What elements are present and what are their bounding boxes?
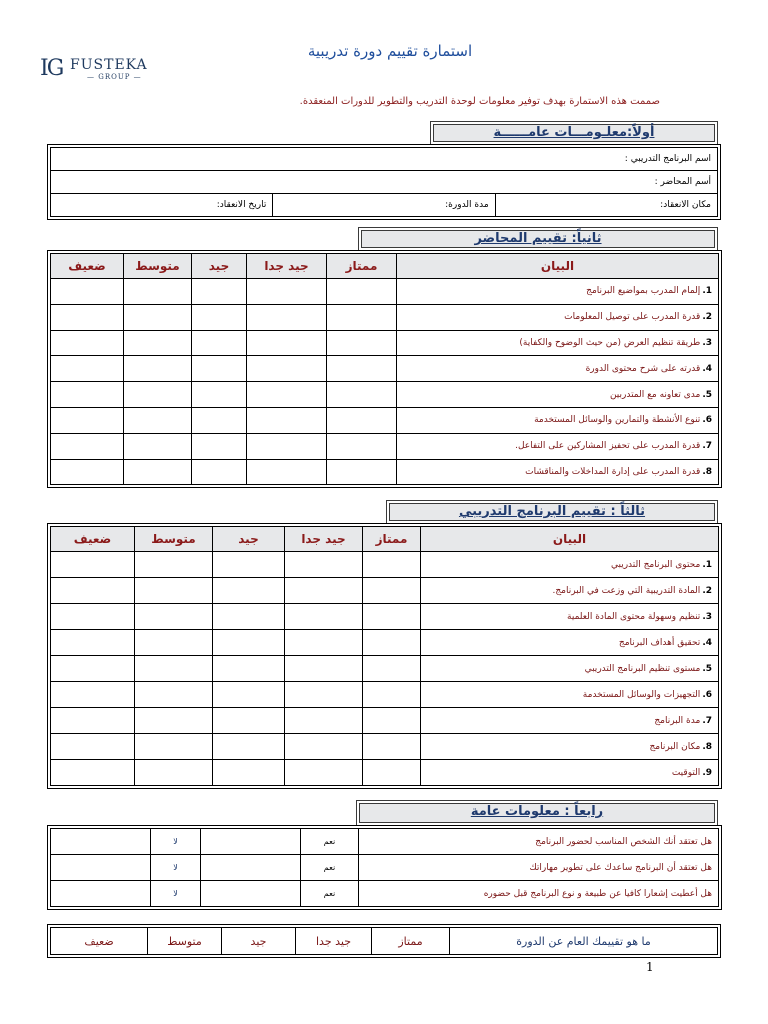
row-text: تنوع الأنشطة والتمارين والوسائل المستخدمة [534,415,701,426]
row-text: مستوى تنظيم البرنامج التدريبي [584,663,701,674]
rating-cell[interactable] [192,279,247,305]
question-row [51,881,719,907]
rating-cell[interactable] [192,330,247,356]
rating-cell[interactable] [213,552,285,578]
rating-cell[interactable] [51,433,124,459]
col-weak: ضعيف [51,527,135,552]
rating-cell[interactable] [363,552,421,578]
row-statement [421,708,719,734]
row-text: مدة البرنامج [654,715,701,726]
rating-cell[interactable] [192,407,247,433]
rating-cell[interactable] [51,682,135,708]
rating-cell[interactable] [285,578,363,604]
table-row [51,708,719,734]
date-field[interactable]: تاريخ الانعقاد: [51,194,273,217]
no-answer-cell[interactable] [51,829,151,855]
rating-cell[interactable] [124,407,192,433]
rating-cell[interactable] [247,459,327,485]
rating-cell[interactable] [51,656,135,682]
row-text: تنظيم وسهولة محتوى المادة العلمية [567,611,701,622]
rating-cell[interactable] [135,656,213,682]
rating-cell[interactable] [363,604,421,630]
table-row [51,459,719,485]
rating-cell[interactable] [135,682,213,708]
row-statement [421,578,719,604]
row-statement [421,630,719,656]
no-label: لا [151,881,201,907]
rating-cell[interactable] [213,604,285,630]
row-text: قدرة المدرب على توصيل المعلومات [564,312,701,323]
rating-cell[interactable] [363,708,421,734]
table-row [51,760,719,786]
rating-cell[interactable] [327,407,397,433]
rating-cell[interactable] [51,304,124,330]
rating-cell[interactable] [285,630,363,656]
rating-cell[interactable] [363,682,421,708]
rating-cell[interactable] [363,734,421,760]
overall-question: ما هو تقييمك العام عن الدورة [450,928,718,955]
row-number: 7. [702,441,712,452]
yes-label: نعم [301,881,359,907]
yes-answer-cell[interactable] [201,829,301,855]
table-row [51,604,719,630]
rating-cell[interactable] [192,433,247,459]
row-text: تحقيق أهداف البرنامج [618,637,701,648]
rating-cell[interactable] [51,382,124,408]
row-number: 4. [702,363,712,374]
page-title: استمارة تقييم دورة تدريبية [307,42,473,60]
rating-cell[interactable] [285,604,363,630]
section2-heading: ثانياً: تقييم المحاضر [358,227,718,251]
rating-cell[interactable] [51,552,135,578]
table-row [51,279,719,305]
no-label: لا [151,855,201,881]
row-number: 4. [702,637,712,648]
col-good: جيد [192,254,247,279]
program-evaluation-table [50,526,719,786]
row-statement [421,682,719,708]
question-row [51,855,719,881]
rating-cell[interactable] [51,760,135,786]
row-number: 6. [702,415,712,426]
trainer-evaluation-table [50,253,719,485]
row-number: 8. [702,741,712,752]
question-text: هل أعطيت إشعارا كافيا عن طبيعة و نوع البرنامج قبل حضوره [359,881,719,907]
row-text: التوقيت [671,767,701,778]
row-text: إلمام المدرب بمواضيع البرنامج [586,286,701,297]
rating-cell[interactable] [247,433,327,459]
question-text: هل تعتقد أنك الشخص المناسب لحضور البرنامج [359,829,719,855]
table-row [51,407,719,433]
rating-cell[interactable] [192,356,247,382]
rating-cell[interactable] [327,382,397,408]
rating-cell[interactable] [363,760,421,786]
col-weak: ضعيف [51,254,124,279]
row-statement [397,459,719,485]
row-number: 2. [702,312,712,323]
table-row [51,433,719,459]
rating-cell[interactable] [124,459,192,485]
rating-cell[interactable] [327,356,397,382]
rating-cell[interactable] [327,433,397,459]
rating-cell[interactable] [124,382,192,408]
rating-cell[interactable] [327,459,397,485]
general-questions-table [50,828,719,907]
table-row [51,330,719,356]
rating-cell[interactable] [247,304,327,330]
row-statement [397,330,719,356]
row-number: 7. [702,715,712,726]
col-statement: البيان [421,527,719,552]
row-statement [421,760,719,786]
rating-cell[interactable] [285,552,363,578]
row-text: التجهيزات والوسائل المستخدمة [582,689,701,700]
row-number: 1. [702,559,712,570]
col-excellent: ممتاز [363,527,421,552]
rating-cell[interactable] [51,279,124,305]
col-very-good: جيد جدا [285,527,363,552]
rating-cell[interactable] [363,578,421,604]
section3-heading: ثالثاً : تقييم البرنامج التدريبي [386,500,718,524]
row-text: المادة التدريبية التي وزعت في البرنامج. [552,585,701,596]
rating-cell[interactable] [213,708,285,734]
rating-cell[interactable] [213,760,285,786]
program-name-field[interactable]: اسم البرنامج التدريبي : [51,148,718,171]
logo-subtitle: — GROUP — [87,73,142,81]
rating-cell[interactable] [192,459,247,485]
rating-cell[interactable] [135,578,213,604]
logo-mark: IG [40,56,63,81]
table-row [51,734,719,760]
row-number: 5. [702,389,712,400]
overall-option-excellent[interactable]: ممتاز [372,928,450,955]
rating-cell[interactable] [213,656,285,682]
row-number: 1. [702,286,712,297]
row-statement [397,433,719,459]
rating-cell[interactable] [327,330,397,356]
rating-cell[interactable] [363,656,421,682]
table-row [51,552,719,578]
rating-cell[interactable] [213,682,285,708]
venue-field[interactable]: مكان الانعقاد: [495,194,717,217]
rating-cell[interactable] [285,760,363,786]
intro-text: صممت هذه الاستمارة بهدف توفير معلومات لوحدة التدريب والتطوير للدورات المنعقدة. [299,96,660,107]
row-number: 3. [702,611,712,622]
rating-cell[interactable] [213,630,285,656]
row-text: مكان البرنامج [649,741,701,752]
row-statement [421,552,719,578]
duration-field[interactable]: مدة الدورة: [273,194,495,217]
question-text: هل تعتقد أن البرنامج ساعدك على تطوير مهاراتك [359,855,719,881]
row-text: قدرة المدرب على إدارة المداخلات والمناقشات [525,466,701,477]
row-statement [397,304,719,330]
row-number: 6. [702,689,712,700]
overall-option-weak[interactable]: ضعيف [51,928,148,955]
row-number: 9. [702,767,712,778]
rating-cell[interactable] [327,304,397,330]
rating-cell[interactable] [51,356,124,382]
row-number: 8. [702,466,712,477]
row-text: قدرة المدرب على تحفيز المشاركين على التفاعل. [515,441,701,452]
rating-cell[interactable] [285,682,363,708]
rating-cell[interactable] [135,604,213,630]
no-answer-cell[interactable] [51,881,151,907]
rating-cell[interactable] [51,407,124,433]
table-row [51,578,719,604]
rating-cell[interactable] [124,356,192,382]
rating-cell[interactable] [247,407,327,433]
rating-cell[interactable] [124,330,192,356]
col-very-good: جيد جدا [247,254,327,279]
rating-cell[interactable] [247,330,327,356]
rating-cell[interactable] [213,734,285,760]
row-text: محتوى البرنامج التدريبي [610,559,701,570]
rating-cell[interactable] [135,734,213,760]
trainer-name-field[interactable]: أسم المحاضر : [51,171,718,194]
rating-cell[interactable] [51,604,135,630]
rating-cell[interactable] [247,356,327,382]
row-statement [397,356,719,382]
row-text: مدى تعاونه مع المتدربين [609,389,701,400]
table-row [51,630,719,656]
table-row [51,356,719,382]
overall-option-average[interactable]: متوسط [148,928,222,955]
col-statement: البيان [397,254,719,279]
rating-cell[interactable] [124,304,192,330]
rating-cell[interactable] [285,656,363,682]
rating-cell[interactable] [124,433,192,459]
yes-label: نعم [301,829,359,855]
general-info-table [50,147,718,217]
row-statement [421,734,719,760]
rating-cell[interactable] [135,552,213,578]
row-statement [397,382,719,408]
page-number: 1 [646,960,654,974]
rating-cell[interactable] [247,279,327,305]
col-average: متوسط [135,527,213,552]
row-number: 3. [702,337,712,348]
rating-cell[interactable] [51,578,135,604]
rating-cell[interactable] [285,708,363,734]
rating-cell[interactable] [285,734,363,760]
rating-cell[interactable] [51,459,124,485]
rating-cell[interactable] [51,734,135,760]
yes-answer-cell[interactable] [201,881,301,907]
rating-cell[interactable] [247,382,327,408]
overall-rating-table [50,927,718,955]
table-row [51,656,719,682]
row-text: قدرته على شرح محتوى الدورة [585,363,701,374]
question-row [51,829,719,855]
logo-name: FUSTEKA [70,57,148,73]
rating-cell[interactable] [363,630,421,656]
table-row [51,304,719,330]
section1-heading: أولاً:معلـومـــات عامــــــة [430,121,718,145]
table-row [51,682,719,708]
rating-cell[interactable] [124,279,192,305]
rating-cell[interactable] [135,630,213,656]
table-row [51,382,719,408]
no-answer-cell[interactable] [51,855,151,881]
row-statement [421,656,719,682]
overall-option-very-good[interactable]: جيد جدا [296,928,372,955]
rating-cell[interactable] [51,630,135,656]
row-number: 2. [702,585,712,596]
rating-cell[interactable] [213,578,285,604]
row-statement [421,604,719,630]
row-number: 5. [702,663,712,674]
row-statement [397,407,719,433]
col-average: متوسط [124,254,192,279]
rating-cell[interactable] [135,708,213,734]
col-excellent: ممتاز [327,254,397,279]
yes-answer-cell[interactable] [201,855,301,881]
col-good: جيد [213,527,285,552]
rating-cell[interactable] [192,382,247,408]
rating-cell[interactable] [51,330,124,356]
rating-cell[interactable] [192,304,247,330]
section4-heading: رابعاً : معلومات عامة [356,800,718,826]
no-label: لا [151,829,201,855]
row-text: طريقة تنظيم العرض (من حيث الوضوح والكفاية) [519,337,701,348]
rating-cell[interactable] [135,760,213,786]
yes-label: نعم [301,855,359,881]
rating-cell[interactable] [327,279,397,305]
rating-cell[interactable] [51,708,135,734]
overall-option-good[interactable]: جيد [222,928,296,955]
row-statement [397,279,719,305]
